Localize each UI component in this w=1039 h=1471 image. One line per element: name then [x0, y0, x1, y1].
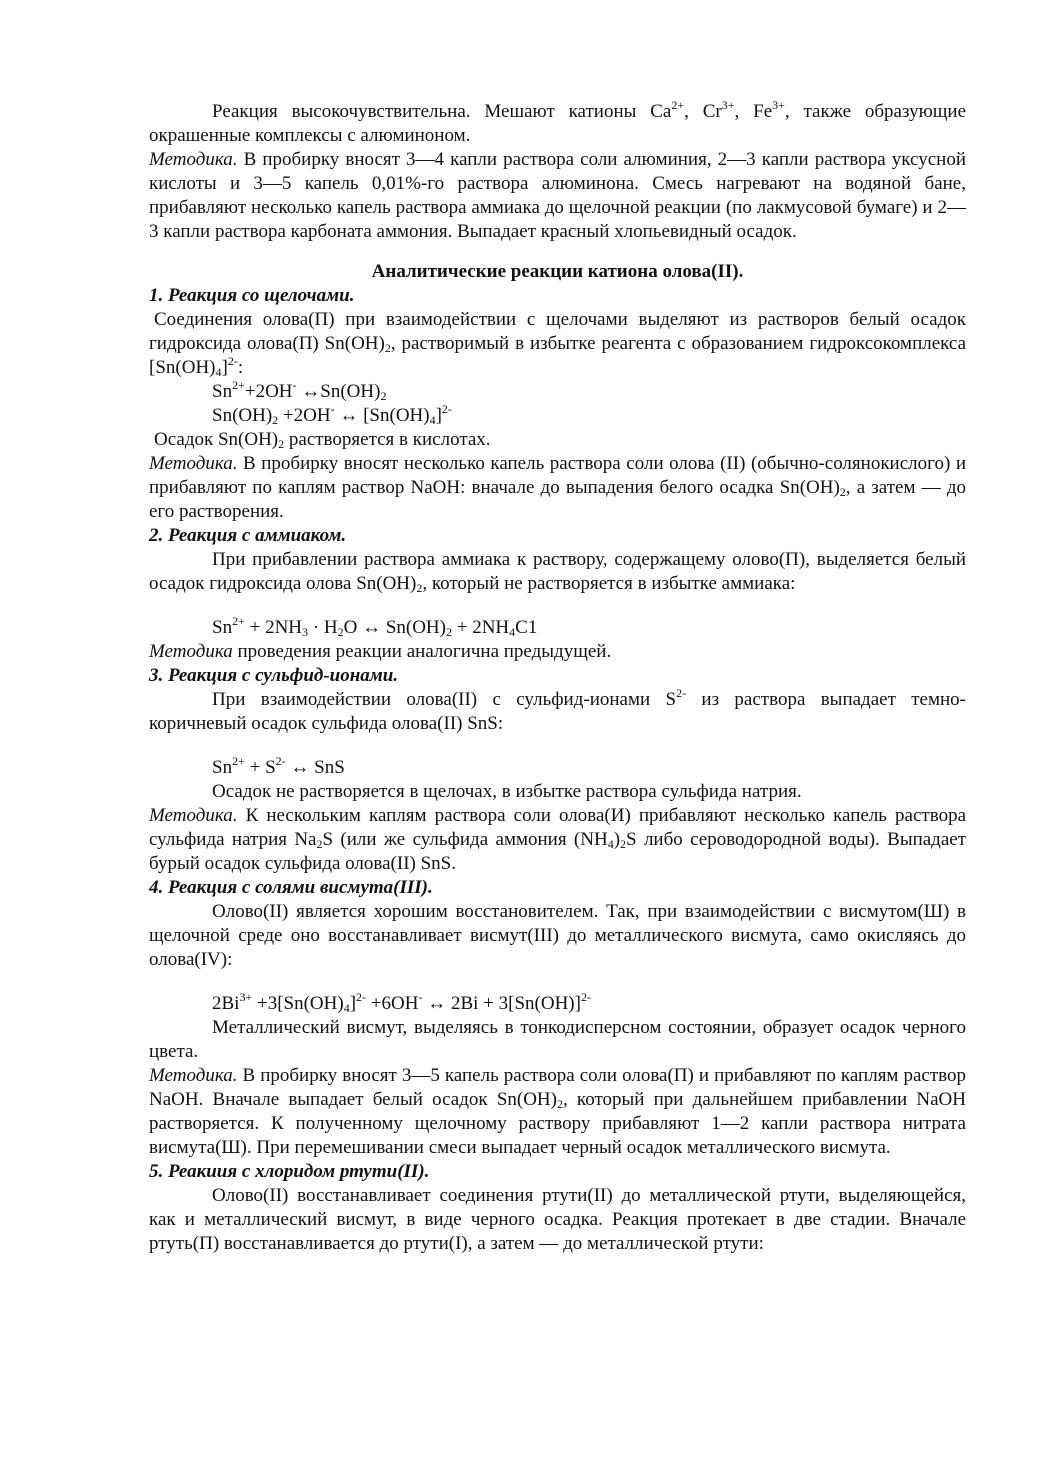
method-paragraph-3: Методика. К нескольким каплям раствора соли олова(И) прибавляют несколько капель раствора сульфида натрия $Na_2S$ (или же сульфида аммония $(NH_4)_2S$ либо сероводородной воды). Выпадает бурый осадок сульфида олова(II) SnS. [149, 805, 967, 874]
equation-3: $Sn^{2+} + S^{2-}$ ↔ SnS [212, 754, 345, 778]
method-label: Методика. [149, 1065, 238, 1086]
note-3: Осадок не растворяется в щелочах, в избытке раствора сульфида натрия. [212, 781, 802, 802]
subsection-title-5: 5. Реакиия с хлоридом ртути(II). [149, 1161, 430, 1182]
method-paragraph-4: Методика. В пробирку вносят 3—5 капель раствора соли олова(П) и прибавляют по каплям раствор NaOH. Вначале выпадает белый осадок $Sn(OH)_2$, который при дальнейшем прибавлении NaOH растворяется. К полученному щелочному раствору прибавляют 1—2 капли раствора нитрата висмута(Ш). При перемешивании смеси выпадает черный осадок металлического висмута. [149, 1065, 966, 1158]
method-text: проведения реакции аналогична предыдущей. [237, 641, 612, 662]
equation-4: $2Bi^{3+} +3[Sn(OH)_4]^{2-} +6OH^-$ ↔ $2Bi + 3[Sn(OH)]^{2-}$ [212, 990, 591, 1015]
paragraph-bismuth: Олово(II) является хорошим восстановителем. Так, при взаимодействии с висмутом(Ш) в щелочной среде оно восстанавливает висмут(III) до металлического висмута, само окисляясь до олова(IV): [149, 901, 966, 970]
method-paragraph-2 [149, 640, 966, 664]
method-label: Методика. [149, 149, 238, 170]
paragraph-alkali: Соединения олова(П) при взаимодействии с щелочами выделяют из растворов белый осадок гидроксида олова(П) $Sn(OH)_2$, растворимый в избытке реагента с образованием гидроксокомплекса $[Sn(OH)_4]^{2-}$: [149, 309, 967, 379]
equation-1a: $Sn^{2+}+2OH^-$ $\leftrightarrow Sn(OH)_2$ [212, 378, 387, 403]
method-label: Методика. [149, 805, 238, 826]
method-paragraph [149, 148, 966, 244]
sensitivity-paragraph: Реакция высокочувствительна. Мешают катионы $Ca^{2+}$, $Cr^{3+}$, $Fe^{3+}$, также образующие окрашенные комплексы с алюминоном. [149, 98, 967, 146]
method-paragraph-1: Методика. В пробирку вносят несколько капель раствора соли олова (II) (обычно-солянокислого) и прибавляют по каплям раствор NaOH: вначале до выпадения белого осадка $Sn(OH)_2$, а затем — до его растворения. [149, 453, 966, 522]
subsection-title-3: 3. Реакция с сульфид-ионами. [149, 665, 399, 686]
paragraph-ammonia: При прибавлении раствора аммиака к раствору, содержащему олово(П), выделяется белый осадок гидроксида олова $Sn(OH)_2$, который не растворяется в избытке аммиака: [149, 549, 966, 595]
subsection-title-1: 1. Реакция со щелочами. [149, 285, 355, 306]
equation-2: $Sn^{2+} + 2NH_3 \cdot H_2O$ ↔ $Sn(OH)_2 + 2NH_4C1$ [212, 614, 538, 639]
paragraph-sulfide: При взаимодействии олова(II) с сульфид-ионами $S^{2-}$ из раствора выпадает темно-коричневый осадок сульфида олова(II) SnS: [149, 686, 966, 734]
equation-1b: $Sn(OH)_2 +2OH^-$ ↔ $[Sn(OH)_4]^{2-}$ [212, 402, 452, 427]
subsection-title-4: 4. Реакция с солями висмута(III). [149, 877, 433, 898]
subsection-title-2: 2. Реакция с аммиаком. [149, 525, 347, 546]
method-label: Методика. [149, 453, 238, 474]
paragraph-mercury: Олово(II) восстанавливает соединения ртути(II) до металлической ртути, выделяющейся, как и металлический висмут, в виде черного осадка. Реакция протекает в две стадии. Вначале ртуть(П) восстанавливается до ртути(I), а затем — до металлической ртути: [149, 1185, 966, 1254]
method-label: Методика [149, 641, 233, 662]
note-4: Металлический висмут, выделяясь в тонкодисперсном состоянии, образует осадок черного цвета. [149, 1017, 966, 1062]
note-1: Осадок $Sn(OH)_2$ растворяется в кислотах. [154, 429, 491, 451]
document-page [149, 100, 966, 1256]
method-text: В пробирку вносят 3—4 капли раствора соли алюминия, 2—3 капли раствора уксусной кислоты и 3—5 капель 0,01%-го раствора алюминона. Смесь нагревают на водяной бане, прибавляют несколько капель раствора аммиака до щелочной реакции (по лакмусовой бумаге) и 2—3 капли раствора карбоната аммония. Выпадает красный хлопьевидный осадок. [149, 149, 966, 242]
section-heading: Аналитические реакции катиона олова(II). [371, 261, 744, 282]
